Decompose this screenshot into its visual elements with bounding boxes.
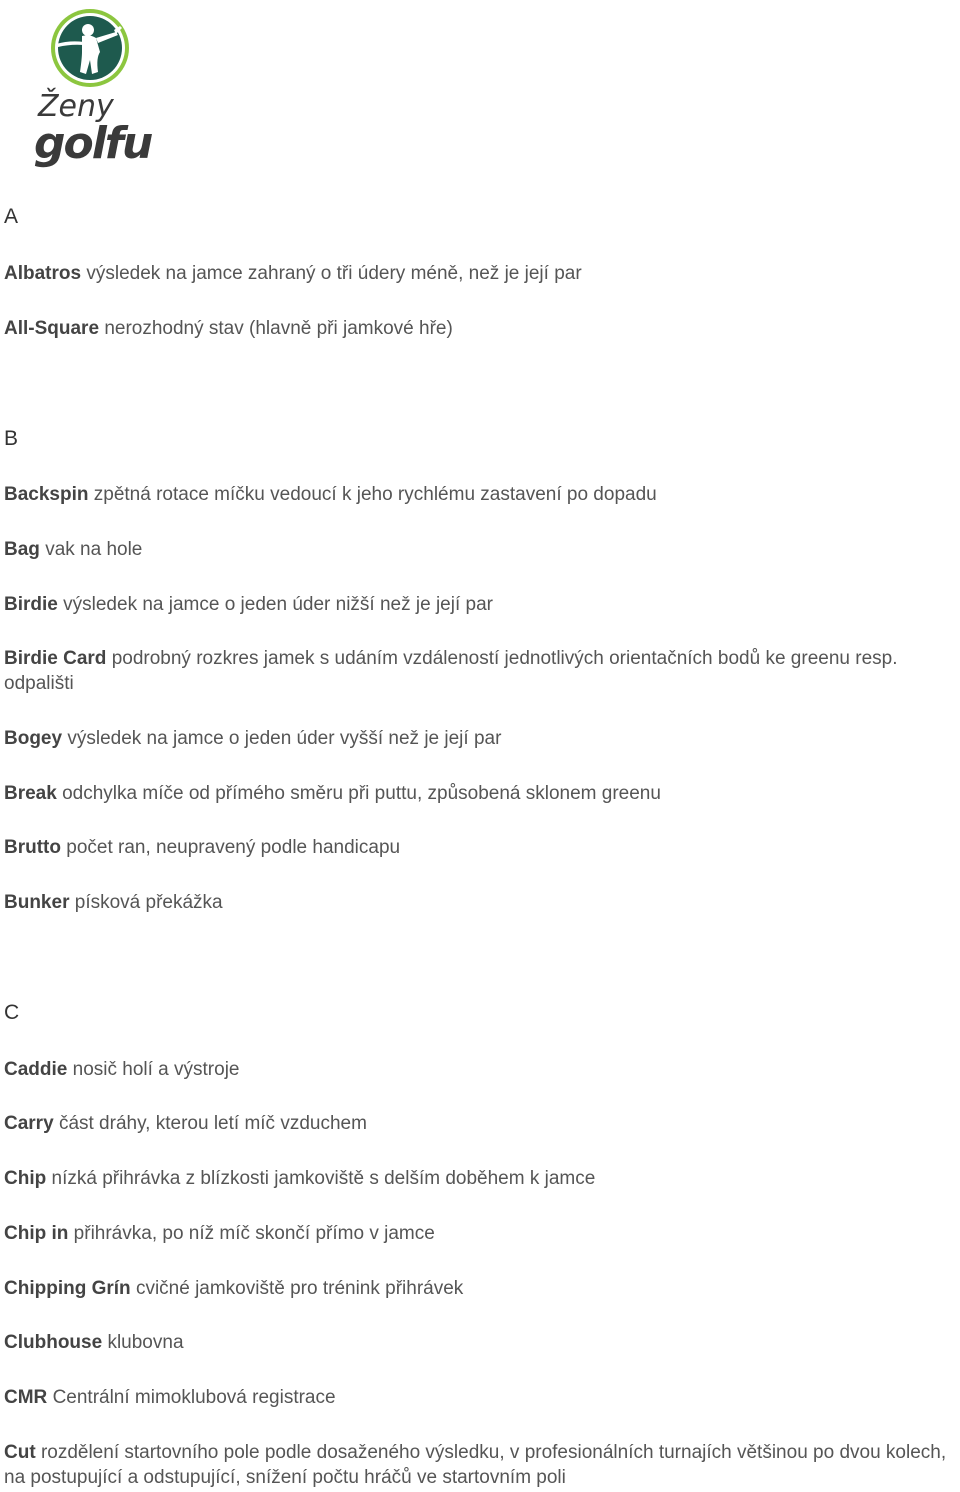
entry-definition: Centrální mimoklubová registrace <box>52 1387 336 1408</box>
glossary-entry <box>4 1276 960 1301</box>
logo-line1: Ženy <box>38 89 114 124</box>
glossary-entry <box>4 537 960 562</box>
entry-definition: podrobný rozkres jamek s udáním vzdáleností jednotlivých orientačních bodů ke greenu resp. odpališti <box>4 648 898 694</box>
logo-graphic <box>34 8 154 168</box>
entry-definition: písková překážka <box>74 892 223 913</box>
entry-term: Carry <box>4 1113 54 1134</box>
entry-definition: odchylka míče od přímého směru při puttu, způsobená sklonem greenu <box>62 783 661 804</box>
entry-definition: nosič holí a výstroje <box>72 1059 240 1080</box>
glossary-entry <box>4 1057 960 1082</box>
entry-term: Bogey <box>4 728 63 749</box>
glossary-entry <box>4 1440 960 1490</box>
entry-term: Brutto <box>4 837 61 858</box>
entry-definition: vak na hole <box>45 539 143 560</box>
entry-term: Chip in <box>4 1223 69 1244</box>
entry-term: CMR <box>4 1387 48 1408</box>
entry-term: Birdie <box>4 594 58 615</box>
glossary-entry <box>4 1111 960 1136</box>
entry-term: Chipping Grín <box>4 1278 131 1299</box>
entry-definition: výsledek na jamce zahraný o tři údery méně, než je její par <box>86 263 582 284</box>
entry-term: Backspin <box>4 484 89 505</box>
entry-definition: zpětná rotace míčku vedoucí k jeho rychlému zastavení po dopadu <box>93 484 657 505</box>
section-letter-c: C <box>4 1001 20 1024</box>
glossary-entry <box>4 890 960 915</box>
entry-definition: cvičné jamkoviště pro trénink přihrávek <box>135 1278 464 1299</box>
entry-definition: přihrávka, po níž míč skončí přímo v jamce <box>73 1223 435 1244</box>
entry-term: Albatros <box>4 263 82 284</box>
zeny-golfu-logo <box>34 8 154 168</box>
entry-definition: rozdělení startovního pole podle dosaženého výsledku, v profesionálních turnajích většinou po dvou kolech, na postupující a odstupující, snížení počtu hráčů ve startovním poli <box>4 1442 947 1488</box>
entry-term: Bunker <box>4 892 70 913</box>
glossary-entry <box>4 835 960 860</box>
glossary-entry <box>4 1330 960 1355</box>
section-letter-b: B <box>4 427 19 450</box>
entry-term: Caddie <box>4 1059 68 1080</box>
glossary-entry <box>4 261 960 286</box>
entry-term: All-Square <box>4 318 100 339</box>
entry-definition: nízká přihrávka z blízkosti jamkoviště s delším doběhem k jamce <box>51 1168 596 1189</box>
glossary-entry <box>4 726 960 751</box>
glossary-entry <box>4 781 960 806</box>
entry-definition: výsledek na jamce o jeden úder nižší než je její par <box>63 594 493 615</box>
glossary-entry <box>4 646 960 696</box>
entry-term: Break <box>4 783 57 804</box>
entry-definition: počet ran, neupravený podle handicapu <box>66 837 401 858</box>
entry-definition: část dráhy, kterou letí míč vzduchem <box>58 1113 367 1134</box>
glossary-entry <box>4 592 960 617</box>
entry-definition: výsledek na jamce o jeden úder vyšší než je její par <box>67 728 502 749</box>
entry-definition: klubovna <box>107 1332 184 1353</box>
entry-term: Bag <box>4 539 40 560</box>
glossary-entry <box>4 316 960 341</box>
section-letter-a: A <box>4 205 19 228</box>
entry-term: Cut <box>4 1442 36 1463</box>
entry-term: Birdie Card <box>4 648 107 669</box>
entry-definition: nerozhodný stav (hlavně při jamkové hře) <box>104 318 453 339</box>
glossary-entry <box>4 482 960 507</box>
logo-line2: golfu <box>34 118 152 168</box>
entry-term: Clubhouse <box>4 1332 103 1353</box>
glossary-entry <box>4 1166 960 1191</box>
glossary-entry <box>4 1385 960 1410</box>
glossary-entry <box>4 1221 960 1246</box>
entry-term: Chip <box>4 1168 47 1189</box>
